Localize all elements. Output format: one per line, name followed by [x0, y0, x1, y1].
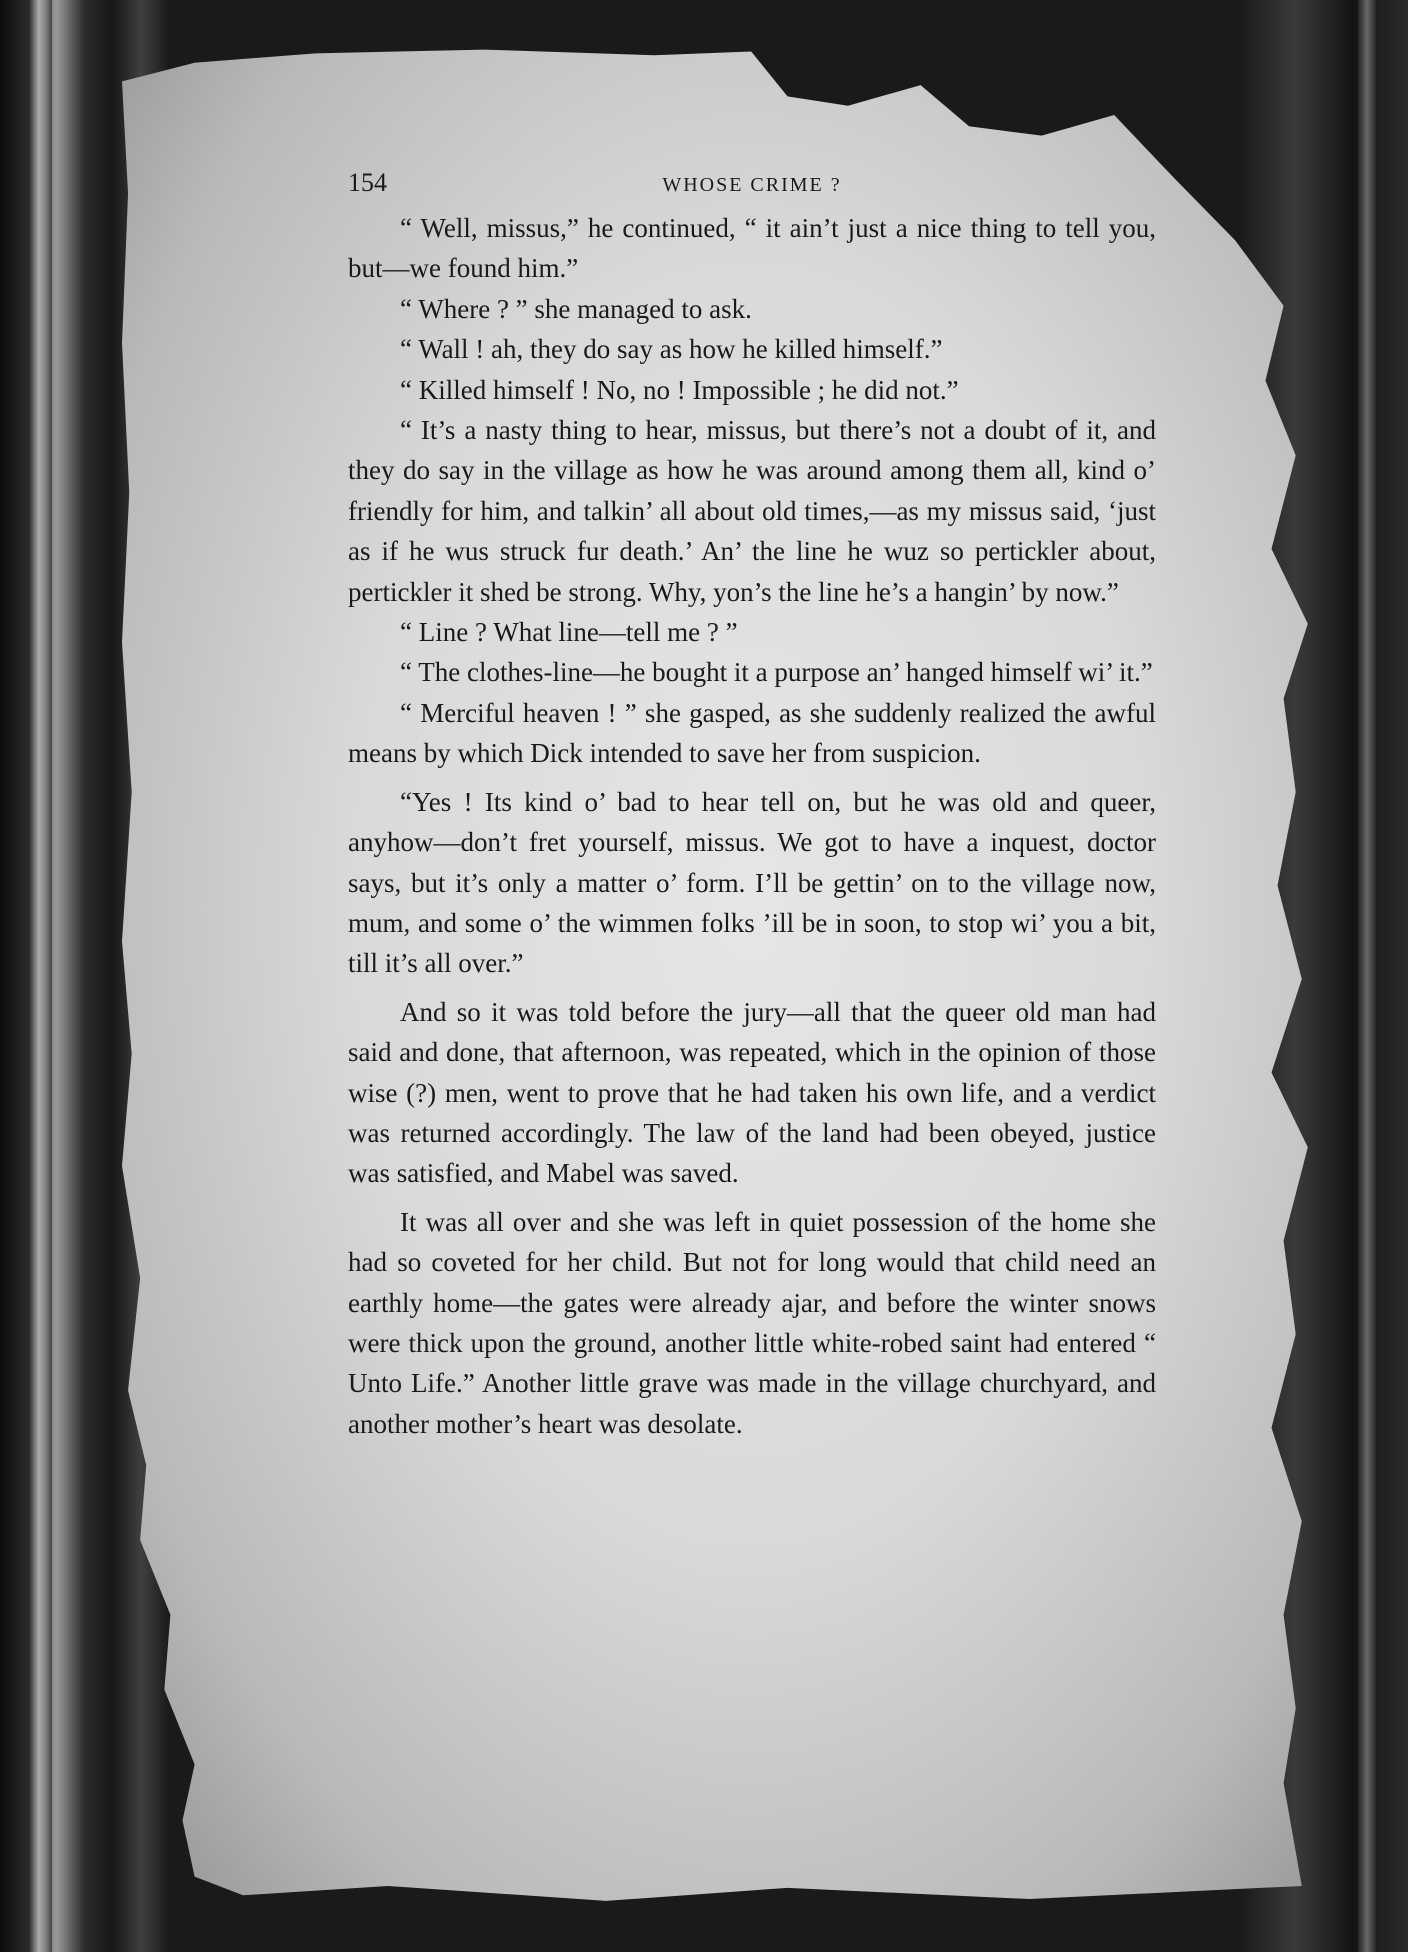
film-edge-right: [1358, 0, 1376, 1952]
paragraph: “ Merciful heaven ! ” she gasped, as she suddenly realized the awful means by which Dick intended to save her from suspicion.: [348, 697, 1156, 769]
paragraph: “ Line ? What line—tell me ? ”: [400, 617, 738, 648]
running-head-title: WHOSE CRIME ?: [662, 174, 842, 196]
paragraph: “ Where ? ” she managed to ask.: [400, 293, 752, 324]
paragraph: “ Wall ! ah, they do say as how he killed himself.”: [400, 334, 943, 365]
body-text: [348, 208, 1156, 1444]
page-content: [348, 168, 1156, 1444]
running-head: [348, 168, 1156, 208]
page-number: 154: [348, 168, 387, 197]
paragraph: “ The clothes-line—he bought it a purpose an’ hanged himself wi’ it.”: [400, 657, 1153, 688]
film-edge-left: [30, 0, 52, 1952]
paragraph: And so it was told before the jury—all that the queer old man had said and done, that afternoon, was repeated, which in the opinion of those wise (?) men, went to prove that he had taken his own life, and a verdict was returned accordingly. The law of the land had been obeyed, justice was satisfied, and Mabel was saved.: [348, 996, 1156, 1189]
paragraph: “ Well, missus,” he continued, “ it ain’t just a nice thing to tell you, but—we found him.”: [348, 213, 1156, 284]
paragraph: “ Killed himself ! No, no ! Impossible ; he did not.”: [400, 374, 959, 405]
paragraph: “ It’s a nasty thing to hear, missus, but there’s not a doubt of it, and they do say in the village as how he was around among them all, kind o’ friendly for him, and talkin’ all about old times,—as my missus said, ‘just as if he wus struck fur death.’ An’ the line he wuz so pertickler about, pertickler it shed be strong. Why, yon’s the line he’s a hangin’ by now.”: [348, 415, 1156, 607]
paragraph: “Yes ! Its kind o’ bad to hear tell on, but he was old and queer, anyhow—don’t fret yourself, missus. We got to have a inquest, doctor says, but it’s only a matter o’ form. I’ll be gettin’ on to the village now, mum, and some o’ the wimmen folks ’ill be in soon, to stop wi’ you a bit, till it’s all over.”: [348, 786, 1156, 979]
paragraph: It was all over and she was left in quiet possession of the home she had so coveted for her child. But not for long would that child need an earthly home—the gates were already ajar, and before the winter snows were thick upon the ground, another little white-robed saint had entered “ Unto Life.” Another little grave was made in the village churchyard, and another mother’s heart was desolate.: [348, 1206, 1156, 1439]
